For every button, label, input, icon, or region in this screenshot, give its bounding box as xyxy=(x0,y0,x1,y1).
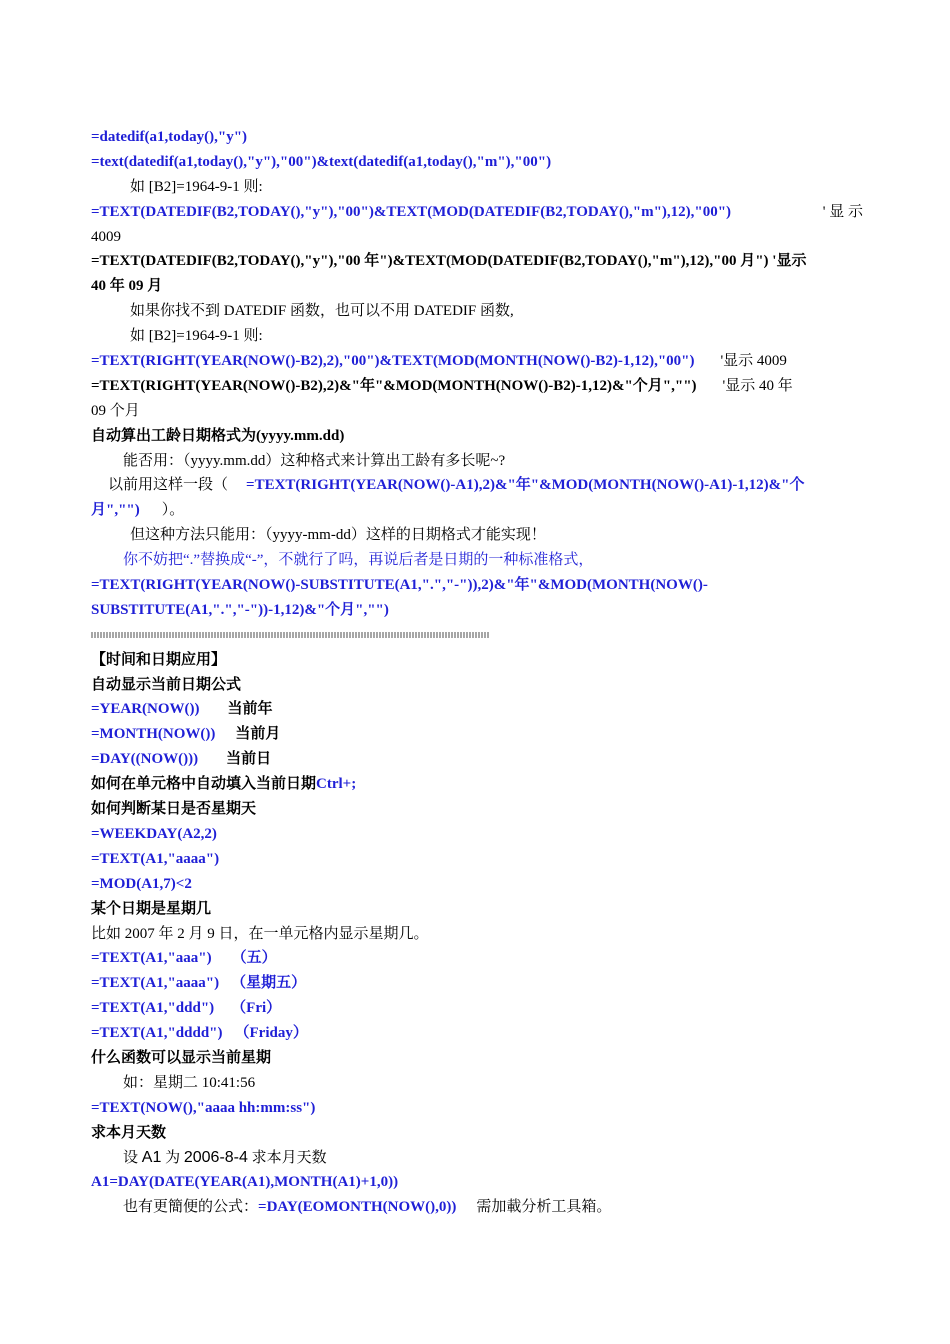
formula-text: =MOD(A1,7)<2 xyxy=(91,875,192,892)
example-line: 如：星期二 10:41:56 xyxy=(123,1074,256,1091)
text: 需加載分析工具箱。 xyxy=(476,1199,612,1216)
paragraph-text: 如果你找不到 DATEDIF 函数，也可以不用 DATEDIF 函数, xyxy=(130,303,514,320)
formula-text-right-year: =TEXT(RIGHT(YEAR(NOW()-B2),2),"00")&TEXT(MOD(MONTH(NOW()-B2)-1,12),"00") xyxy=(91,353,695,370)
section-heading: 某个日期是星期几 xyxy=(91,900,212,917)
example-line xyxy=(91,1146,863,1171)
section-heading: 如何判断某日是否星期天 xyxy=(91,801,257,818)
formula-result: （Fri） xyxy=(231,1000,282,1017)
section-heading: 【时间和日期应用】 xyxy=(91,651,227,668)
formula-text: =TEXT(NOW(),"aaaa hh:mm:ss") xyxy=(91,1099,316,1116)
shortcut-key: Ctrl+; xyxy=(316,776,357,793)
formula-text: =WEEKDAY(A2,2) xyxy=(91,825,217,842)
date-value: 2006-8-4 xyxy=(183,1148,248,1166)
formula-text: =DAY((NOW())) xyxy=(91,751,199,768)
display-value: 4009 xyxy=(91,228,121,245)
formula-text: 月","") xyxy=(91,502,140,519)
display-value: 09 个月 xyxy=(91,402,140,419)
formula-text: =TEXT(A1,"dddd") xyxy=(91,1025,223,1042)
display-note: ' 显 示 xyxy=(822,203,863,220)
paragraph-text: 能否用：（yyyy.mm.dd）这种格式来计算出工龄有多长呢~? xyxy=(123,452,506,469)
formula-text: =TEXT(A1,"aaaa") xyxy=(91,975,220,992)
paragraph-text: 你不妨把“.”替换成“-”，不就行了吗，再说后者是日期的一种标准格式， xyxy=(123,552,594,569)
formula-note: 当前月 xyxy=(235,726,281,743)
formula-text: =TEXT(A1,"aaaa") xyxy=(91,850,220,867)
formula-substitute: SUBSTITUTE(A1,".","-"))-1,12)&"个月","") xyxy=(91,601,389,618)
example-line: 如 [B2]=1964-9-1 则: xyxy=(130,328,263,345)
separator-line xyxy=(91,623,863,648)
formula-result: （Friday） xyxy=(234,1025,308,1042)
formula-line xyxy=(91,473,863,498)
formula-substitute: =TEXT(RIGHT(YEAR(NOW()-SUBSTITUTE(A1,".","-")),2)&"年"&MOD(MONTH(NOW()- xyxy=(91,577,708,594)
text: 求本月天数 xyxy=(251,1149,327,1166)
formula-note: 当前年 xyxy=(227,701,273,718)
formula-line xyxy=(91,697,863,722)
formula-text-datedif-mod: =TEXT(DATEDIF(B2,TODAY(),"y"),"00")&TEXT(MOD(DATEDIF(B2,TODAY(),"m"),12),"00") xyxy=(91,203,732,220)
formula-text: =MONTH(NOW()) xyxy=(91,726,216,743)
formula-text: =DAY(EOMONTH(NOW(),0)) xyxy=(258,1199,457,1216)
display-value: 40 年 09 月 xyxy=(91,278,163,295)
formula-line xyxy=(91,996,863,1021)
formula-text: =YEAR(NOW()) xyxy=(91,701,200,718)
formula-text: =TEXT(RIGHT(YEAR(NOW()-A1),2)&"年"&MOD(MONTH(NOW()-A1)-1,12)&"个 xyxy=(246,477,805,494)
formula-line xyxy=(91,946,863,971)
formula-text-right-year-month: =TEXT(RIGHT(YEAR(NOW()-B2),2)&"年"&MOD(MONTH(NOW()-B2)-1,12)&"个月","") xyxy=(91,377,697,394)
section-heading: 自动算出工龄日期格式为(yyyy.mm.dd) xyxy=(91,427,345,444)
formula-datedif-years: =datedif(a1,today(),"y") xyxy=(91,129,248,145)
formula-text: =TEXT(A1,"ddd") xyxy=(91,1000,215,1017)
formula-line xyxy=(91,1021,863,1046)
example-line: 如 [B2]=1964-9-1 则: xyxy=(130,178,263,195)
section-heading: 自动显示当前日期公式 xyxy=(91,676,242,693)
formula-line xyxy=(91,747,863,772)
formula-result: （五） xyxy=(231,950,277,967)
formula-line xyxy=(91,374,863,399)
paragraph-text: 以前用这样一段（ xyxy=(108,477,229,494)
display-note: '显示 40 年 xyxy=(722,377,793,394)
formula-line xyxy=(91,349,863,374)
formula-line xyxy=(91,722,863,747)
text: 也有更簡便的公式： xyxy=(123,1199,259,1216)
question-line xyxy=(91,772,863,797)
formula-text: A1=DAY(DATE(YEAR(A1),MONTH(A1)+1,0)) xyxy=(91,1174,399,1191)
paragraph-text: 比如 2007 年 2 月 9 日，在一单元格内显示星期几。 xyxy=(91,925,429,942)
section-heading: 求本月天数 xyxy=(91,1124,167,1141)
question-text: 如何在单元格中自动填入当前日期 xyxy=(91,776,317,793)
formula-note: 当前日 xyxy=(226,751,272,768)
formula-text-datedif-year-month: =TEXT(DATEDIF(B2,TODAY(),"y"),"00 年")&TEXT(MOD(DATEDIF(B2,TODAY(),"m"),12),"00 月") '显示 xyxy=(91,253,807,270)
document-body xyxy=(91,125,863,1220)
formula-datedif-text: =text(datedif(a1,today(),"y"),"00")&text(datedif(a1,today(),"m"),"00") xyxy=(91,153,552,170)
section-heading: 什么函数可以显示当前星期 xyxy=(91,1049,272,1066)
formula-result: （星期五） xyxy=(231,975,307,992)
cell-ref: A1 xyxy=(141,1148,162,1166)
paragraph-text: 但这种方法只能用：（yyyy-mm-dd）这样的日期格式才能实现！ xyxy=(130,527,546,544)
formula-line xyxy=(91,498,863,523)
formula-line xyxy=(91,971,863,996)
paragraph-text: ）。 xyxy=(161,502,185,519)
formula-line xyxy=(91,200,863,225)
text: 设 xyxy=(123,1149,139,1166)
text: 为 xyxy=(165,1149,181,1166)
display-note: '显示 4009 xyxy=(720,353,787,370)
paragraph-line xyxy=(91,1195,863,1220)
formula-text: =TEXT(A1,"aaa") xyxy=(91,950,212,967)
